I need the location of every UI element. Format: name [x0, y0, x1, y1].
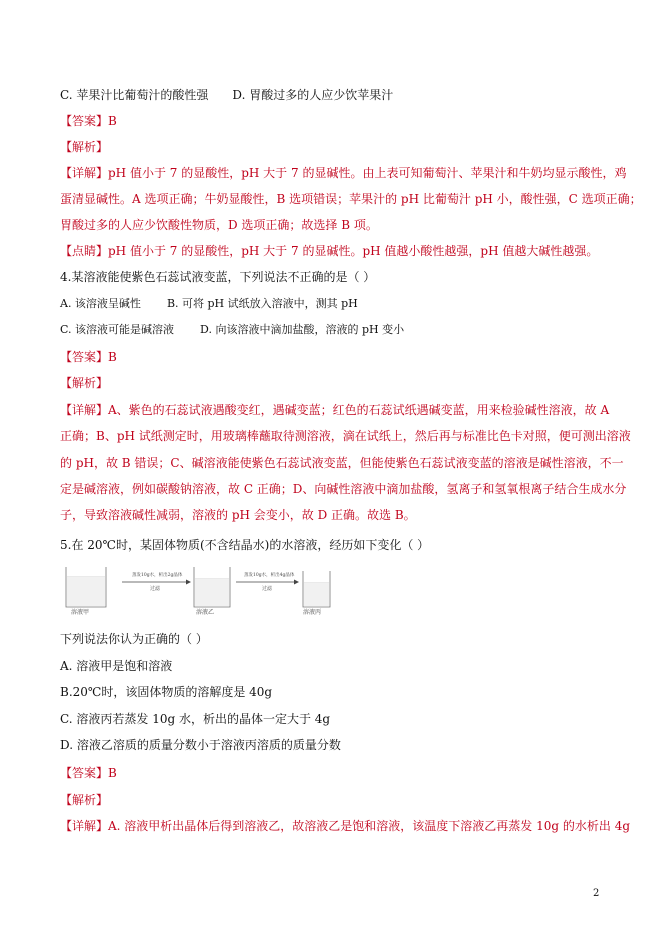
answer-label-2: 【答案】B	[60, 350, 117, 364]
q4-option-c: C. 该溶液可能是碱溶液	[60, 323, 175, 336]
q4-option-d: D. 向该溶液中滴加盐酸，溶液的 pH 变小	[200, 323, 405, 336]
detail-2-line-4: 定是碱溶液，例如碳酸钠溶液，故 C 正确；D、向碱性溶液中滴加盐酸，氢离子和氢氧根离子结合生成水分	[60, 482, 627, 496]
arrow-2-head	[294, 580, 299, 585]
analysis-label-2: 【解析】	[60, 376, 109, 390]
option-c: C. 苹果汁比葡萄汁的酸性强	[60, 88, 209, 102]
arrow-1-label: 蒸发10g水，析出2g晶体	[132, 573, 183, 578]
question-4-ab-row	[60, 296, 358, 312]
beaker-3-label: 溶液丙	[303, 609, 322, 615]
beaker-1	[66, 567, 106, 607]
question-4-cd-row	[60, 322, 404, 338]
arrow-1-head	[186, 580, 191, 585]
question-4: 4.某溶液能使紫色石蕊试液变蓝，下列说法不正确的是（ ）	[60, 270, 376, 284]
beaker-2-label: 溶液乙	[196, 609, 215, 615]
q5-option-b: B.20℃时，该固体物质的溶解度是 40g	[60, 685, 273, 699]
q4-option-b: B. 可将 pH 试纸放入溶液中，测其 pH	[166, 297, 358, 310]
detail-2-line-1: 【详解】A、紫色的石蕊试液遇酸变红，遇碱变蓝；红色的石蕊试纸遇碱变蓝，用来检验碱性溶液，故 A	[60, 403, 610, 417]
detail-1-line-1: 【详解】pH 值小于 7 的显酸性，pH 大于 7 的显碱性。由上表可知葡萄汁、苹果汁和牛奶均显示酸性，鸡	[60, 166, 627, 180]
filter-1-label: 过滤	[150, 586, 161, 592]
detail-3-line-1: 【详解】A. 溶液甲析出晶体后得到溶液乙，故溶液乙是饱和溶液，该温度下溶液乙再蒸发 10g 的水析出 4g	[60, 819, 631, 833]
crystallization-diagram	[60, 563, 332, 615]
option-c-d-row	[60, 87, 393, 103]
page-number: 2	[593, 888, 600, 899]
q5-option-a: A. 溶液甲是饱和溶液	[60, 659, 173, 673]
detail-1-line-2: 蛋清显碱性。A 选项正确；牛奶显酸性，B 选项错误；苹果汁的 pH 比葡萄汁 pH 小，酸性强，C 选项正确；	[60, 192, 642, 206]
q4-option-a: A. 该溶液呈碱性	[60, 297, 141, 310]
beaker-2	[194, 567, 230, 607]
option-d: D. 胃酸过多的人应少饮苹果汁	[232, 88, 394, 102]
detail-2-line-5: 子，导致溶液碱性减弱，溶液的 pH 会变小，故 D 正确。故选 B。	[60, 508, 416, 522]
question-5: 5.在 20℃时，某固体物质(不含结晶水)的水溶液，经历如下变化（ ）	[60, 538, 430, 552]
detail-1-line-3: 胃酸过多的人应少饮酸性物质，D 选项正确；故选择 B 项。	[60, 218, 378, 232]
q5-option-d: D. 溶液乙溶质的质量分数小于溶液丙溶质的质量分数	[60, 738, 341, 752]
detail-2-line-2: 正确；B、pH 试纸测定时，用玻璃棒蘸取待测溶液，滴在试纸上，然后再与标准比色卡对照，便可测出溶液	[60, 429, 631, 443]
detail-2-line-3: 的 pH，故 B 错误；C、碱溶液能使紫色石蕊试液变蓝，但能使紫色石蕊试液变蓝的溶液是碱性溶液，不一	[60, 456, 624, 470]
tip-1: 【点睛】pH 值小于 7 的显酸性，pH 大于 7 的显碱性。pH 值越小酸性越强，pH 值越大碱性越强。	[60, 244, 599, 258]
beaker-1-label: 溶液甲	[71, 609, 90, 615]
analysis-label-3: 【解析】	[60, 793, 109, 807]
beaker-3	[303, 571, 330, 607]
answer-label-3: 【答案】B	[60, 766, 117, 780]
arrow-2-label: 蒸发10g水，析出4g晶体	[244, 573, 295, 578]
filter-2-label: 过滤	[262, 586, 273, 592]
answer-label-1: 【答案】B	[60, 114, 117, 128]
analysis-label-1: 【解析】	[60, 140, 109, 154]
q5-option-c: C. 溶液丙若蒸发 10g 水，析出的晶体一定大于 4g	[60, 712, 331, 726]
question-5-stem: 下列说法你认为正确的（ ）	[60, 632, 208, 646]
